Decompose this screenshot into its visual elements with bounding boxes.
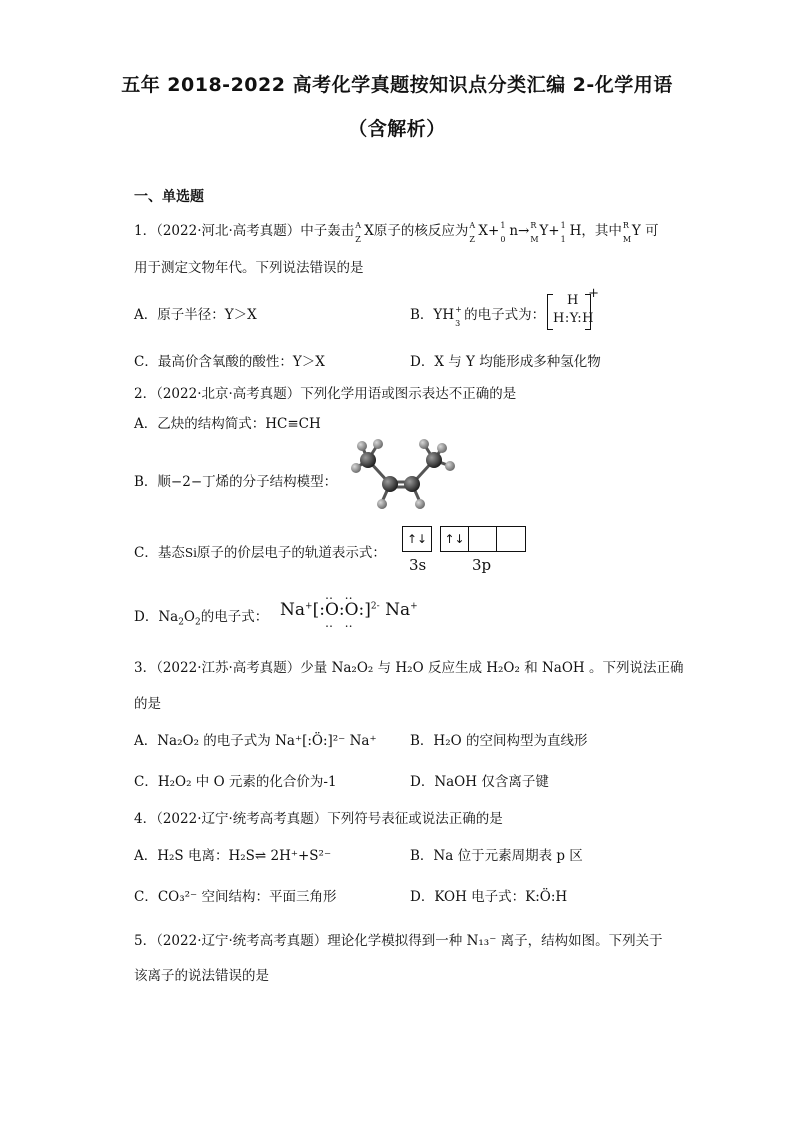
q1-stem-line2: 用于测定文物年代。下列说法错误的是 [134,260,364,276]
q2-option-c[interactable]: C．基态Si原子的价层电子的轨道表示式： [134,545,386,561]
q4-option-b[interactable]: B．Na 位于元素周期表 p 区 [410,848,583,864]
cis-2-butene-model [338,438,464,518]
orbital-cell [497,527,525,551]
q1-stem: 1．（2022·河北·高考真题）中子轰击 A Z X原子的核反应为 A Z X+ 1 0 n→ R M Y+ 1 1 H，其中 R M Y 可 [134,220,659,244]
orbital-cell: ↑↓ [406,532,428,546]
q1-option-a[interactable]: A．原子半径：Y＞X [134,307,257,323]
q1-option-d[interactable]: D．X 与 Y 均能形成多种氢化物 [410,354,601,370]
section-heading: 一、单选题 [134,189,204,205]
q3-option-a[interactable]: A．Na₂O₂ 的电子式为 Na⁺[:Ö:]²⁻ Na⁺ [134,733,377,749]
page-subtitle: （含解析） [348,118,446,140]
q3-stem: 3．（2022·江苏·高考真题）少量 Na₂O₂ 与 H₂O 反应生成 H₂O₂ 和 NaOH 。下列说法正确 [134,660,684,676]
q3-option-d[interactable]: D．NaOH 仅含离子键 [410,774,549,790]
na2o2-electron-formula: Na+[:‥ O ‥:‥ O ‥:]$^{2-}$ Na+ [280,600,418,620]
q3-option-b[interactable]: B．H₂O 的空间构型为直线形 [410,733,588,749]
orbital-3p [440,526,526,552]
q5-stem: 5．（2022·辽宁·统考高考真题）理论化学模拟得到一种 N₁₃⁻ 离子，结构如图。下列关于 [134,933,663,949]
q4-option-d[interactable]: D．KOH 电子式：K:Ö:H [410,889,568,905]
q2-option-a[interactable]: A．乙炔的结构简式：HC≡CH [134,416,321,432]
q2-stem: 2．（2022·北京·高考真题）下列化学用语或图示表达不正确的是 [134,386,517,402]
q5-stem-line2: 该离子的说法错误的是 [134,968,269,984]
q4-option-c[interactable]: C．CO₃²⁻ 空间结构：平面三角形 [134,889,337,905]
q4-option-a[interactable]: A．H₂S 电离：H₂S⇌ 2H⁺+S²⁻ [134,848,332,864]
orbital-cell [469,527,497,551]
yh3-electron-formula: H H:Y:H + [547,292,597,330]
q1-option-c[interactable]: C．最高价含氧酸的酸性：Y＞X [134,354,325,370]
q1-option-b[interactable]: B．YH + 3 的电子式为： [410,304,546,328]
q4-stem: 4．（2022·辽宁·统考高考真题）下列符号表征或说法正确的是 [134,811,503,827]
orbital-cell: ↑↓ [441,527,469,551]
orbital-3p-label: 3p [472,556,492,574]
page-title: 五年 2018-2022 高考化学真题按知识点分类汇编 2-化学用语 [121,74,673,96]
q2-option-d[interactable]: D．$Na_2O_2$的电子式： [134,609,269,628]
q3-stem-line2: 的是 [134,696,161,712]
q2-option-b[interactable]: B．顺−2−丁烯的分子结构模型： [134,474,338,490]
q3-option-c[interactable]: C．H₂O₂ 中 O 元素的化合价为-1 [134,774,337,790]
orbital-3s-label: 3s [409,556,427,574]
orbital-3s [402,526,432,552]
